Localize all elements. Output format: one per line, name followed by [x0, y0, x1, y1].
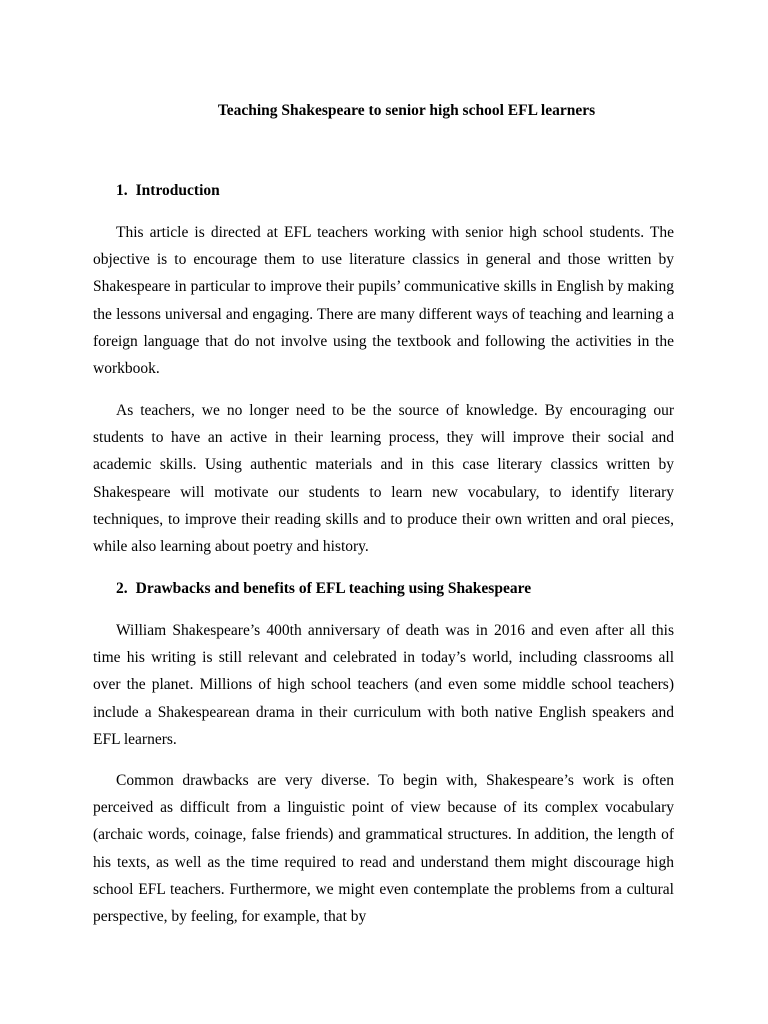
section-2-heading — [116, 579, 531, 599]
section-1-title: Introduction — [135, 182, 220, 199]
section-1-number: 1. — [116, 182, 128, 199]
section-1-heading — [116, 181, 220, 201]
section-2-number: 2. — [116, 580, 128, 597]
section-2-paragraph-2: Common drawbacks are very diverse. To begin with, Shakespeare’s work is often perceived as difficult from a linguistic point of view because of its complex vocabulary (archaic words, coinage, false friends) and grammatical structures. In addition, the length of his texts, as well as the time required to read and understand them might discourage high school EFL teachers. Furthermore, we might even contemplate the problems from a cultural perspective, by feeling, for example, that by — [93, 772, 674, 926]
section-1-paragraph-1: This article is directed at EFL teachers working with senior high school students. The objective is to encourage them to use literature classics in general and those written by Shakespeare in particular to improve their pupils’ communicative skills in English by making the lessons universal and engaging. There are many different ways of teaching and learning a foreign language that do not involve using the textbook and following the activities in the workbook. — [93, 224, 674, 378]
section-2-paragraph-1: William Shakespeare’s 400th anniversary of death was in 2016 and even after all this time his writing is still relevant and celebrated in today’s world, including classrooms all over the planet. Millions of high school teachers (and even some middle school teachers) include a Shakespearean drama in their curriculum with both native English speakers and EFL learners. — [93, 622, 674, 748]
document-title: Teaching Shakespeare to senior high school EFL learners — [217, 102, 596, 119]
section-1-paragraph-2: As teachers, we no longer need to be the source of knowledge. By encouraging our students to have an active in their learning process, they will improve their social and academic skills. Using authentic materials and in this case literary classics written by Shakespeare will motivate our students to learn new vocabulary, to identify literary techniques, to improve their reading skills and to produce their own written and oral pieces, while also learning about poetry and history. — [93, 402, 674, 556]
document-page — [93, 0, 674, 1024]
section-2-title: Drawbacks and benefits of EFL teaching using Shakespeare — [135, 580, 532, 597]
